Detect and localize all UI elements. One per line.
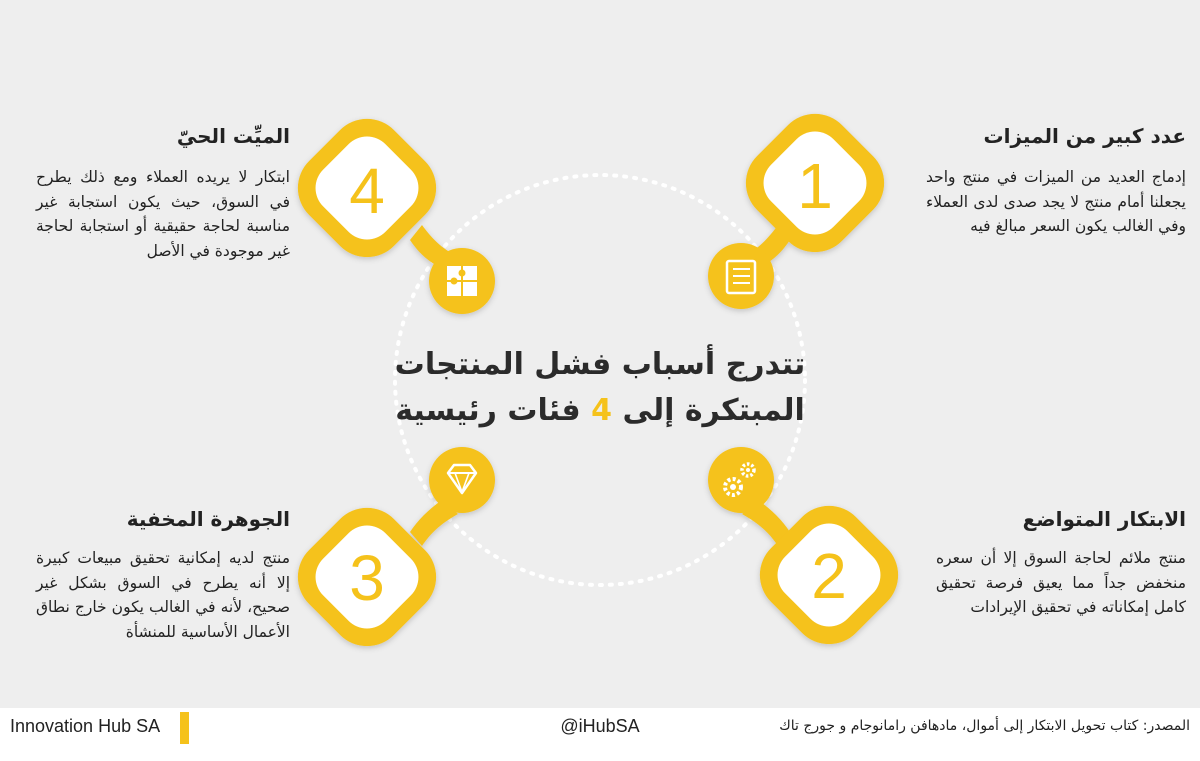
badge-3 bbox=[282, 447, 495, 662]
category-3-title: الجوهرة المخفية bbox=[126, 507, 290, 531]
category-4-description: ابتكار لا يريده العملاء ومع ذلك يطرح في السوق، حيث يكون استجابة غير مناسبة لحاجة حقيقية أو استجابة لحاجة غير موجودة في الأصل bbox=[36, 168, 290, 260]
main-title-number: 4 bbox=[591, 393, 613, 428]
social-handle[interactable]: @iHubSA bbox=[560, 716, 640, 736]
main-title-line-2 bbox=[380, 388, 820, 434]
badge-number-3: 3 bbox=[349, 542, 385, 614]
category-2-title: الابتكار المتواضع bbox=[1022, 507, 1186, 531]
category-3-description: منتج لديه إمكانية تحقيق مبيعات كبيرة إلا أنه يطرح في السوق بشكل غير صحيح، لأنه في الغالب يكون خارج نطاق الأعمال الأساسية للمنشأة bbox=[36, 549, 290, 641]
category-2-description: منتج ملائم لحاجة السوق إلا أن سعره منخفض جداً مما يعيق فرصة تحقيق كامل إمكاناته في تحقيق الإيرادات bbox=[936, 549, 1186, 616]
main-title-line-1: تتدرج أسباب فشل المنتجات bbox=[394, 347, 806, 382]
main-title-line-2-start: المبتكرة إلى bbox=[622, 393, 805, 428]
main-title-line-2-end: فئات رئيسية bbox=[395, 393, 581, 428]
badge-number-4: 4 bbox=[349, 155, 385, 227]
category-1-description: إدماج العديد من الميزات في منتج واحد يجعلنا أمام منتج لا يجد صدى لدى العملاء وفي الغالب يكون السعر مبالغ فيه bbox=[926, 168, 1186, 235]
source-credit: المصدر: كتاب تحويل الابتكار إلى أموال، مادهافن رامانوجام و جورج تاك bbox=[779, 718, 1190, 734]
brand-accent-bar bbox=[180, 712, 189, 744]
main-title bbox=[380, 342, 820, 434]
category-1-title: عدد كبير من الميزات bbox=[983, 124, 1186, 148]
brand-name: Innovation Hub SA bbox=[10, 716, 161, 736]
badge-number-1: 1 bbox=[797, 150, 833, 222]
category-4-title: الميِّت الحيّ bbox=[176, 124, 290, 148]
badge-number-2: 2 bbox=[811, 540, 847, 612]
